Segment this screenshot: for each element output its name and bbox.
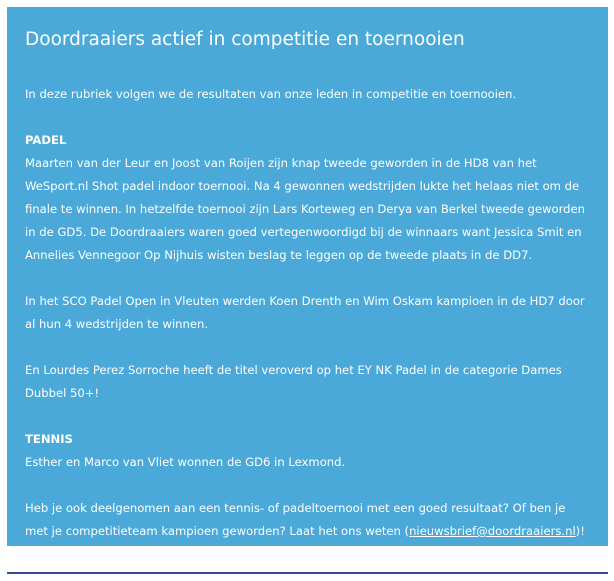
intro-paragraph: In deze rubriek volgen we de resultaten van onze leden in competitie en toernooien. bbox=[25, 87, 517, 101]
closing-paragraph bbox=[25, 497, 590, 543]
padel-section bbox=[25, 129, 590, 267]
padel-heading: PADEL bbox=[25, 133, 67, 147]
padel-paragraph-3: En Lourdes Perez Sorroche heeft de titel veroverd op het EY NK Padel in de categorie Dames Dubbel 50+! bbox=[25, 363, 562, 400]
news-panel bbox=[7, 7, 608, 546]
padel-paragraph-1: Maarten van der Leur en Joost van Roijen zijn knap tweede geworden in de HD8 van het WeSport.nl Shot padel indoor toernooi. Na 4 gewonnen wedstrijden lukte het helaas niet om de finale te winnen. In hetzelfde toernooi zijn Lars Korteweg en Derya van Berkel tweede geworden in de GD5. De Doordraaiers waren goed vertegenwoordigd bij de winnaars want Jessica Smit en Annelies Vennegoor Op Nijhuis wisten beslag te leggen op de tweede plaats in de DD7. bbox=[25, 156, 585, 262]
tennis-section bbox=[25, 428, 590, 474]
tennis-paragraph-1: Esther en Marco van Vliet wonnen de GD6 in Lexmond. bbox=[25, 455, 346, 469]
padel-paragraph-2: In het SCO Padel Open in Vleuten werden Koen Drenth en Wim Oskam kampioen in de HD7 door al hun 4 wedstrijden te winnen. bbox=[25, 294, 585, 331]
closing-text-after: )! bbox=[575, 524, 585, 538]
panel-title: Doordraaiers actief in competitie en toernooien bbox=[25, 29, 465, 50]
closing-text-before: Heb je ook deelgenomen aan een tennis- of padeltoernooi met een goed resultaat? Of ben je met je competitieteam kampioen geworden? Laat het ons weten ( bbox=[25, 501, 566, 538]
newsletter-email-link[interactable]: nieuwsbrief@doordraaiers.nl bbox=[409, 524, 576, 538]
tennis-heading: TENNIS bbox=[25, 432, 73, 446]
panel-body bbox=[25, 83, 590, 543]
bottom-divider bbox=[7, 572, 608, 574]
